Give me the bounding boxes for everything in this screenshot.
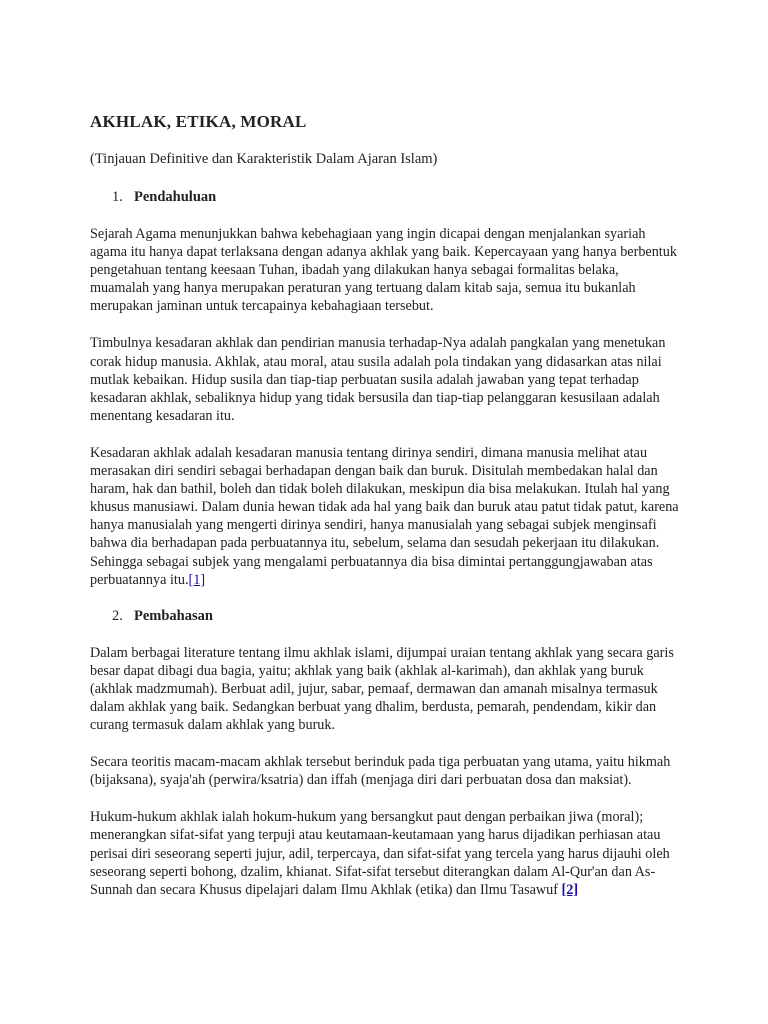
section-number: 1. — [112, 189, 123, 205]
paragraph-with-footnote — [90, 444, 680, 589]
section-title: Pendahuluan — [134, 189, 217, 205]
paragraph: Secara teoritis macam-macam akhlak tersebut berinduk pada tiga perbuatan yang utama, yaitu hikmah (bijaksana), syaja'ah (perwira/ksatria) dan iffah (menjaga diri dari perbuatan dosa dan maksiat). — [90, 754, 671, 789]
paragraph: Sejarah Agama menunjukkan bahwa kebehagiaan yang ingin dicapai dengan menjalankan syariah agama itu hanya dapat terlaksana dengan adanya akhlak yang baik. Kepercayaan yang hanya berbentuk pengetahuan tentang keesaan Tuhan, ibadah yang dilakukan hanya sebagai formalitas belaka, muamalah yang hanya merupakan peraturan yang tertuang dalam kitab saja, semua itu bukanlah merupakan jaminan untuk tercapainya kebahagiaan tersebut. — [90, 226, 677, 315]
paragraph: Dalam berbagai literature tentang ilmu akhlak islami, dijumpai uraian tentang akhlak yang secara garis besar dapat dibagi dua bagia, yaitu; akhlak yang baik (akhlak al-karimah), dan akhlak yang buruk (akhlak madzmumah). Berbuat adil, jujur, sabar, pemaaf, dermawan dan amanah misalnya termasuk dalam akhlak yang baik. Sedangkan berbuat yang dhalim, berdusta, pemarah, pendendam, kikir dan curang termasuk dalam akhlak yang buruk. — [90, 644, 674, 734]
section-title: Pembahasan — [134, 607, 213, 624]
paragraph: Timbulnya kesadaran akhlak dan pendirian manusia terhadap-Nya adalah pangkalan yang menetukan corak hidup manusia. Akhlak, atau moral, atau susila adalah pola tindakan yang didasarkan atas nilai mutlak kebaikan. Hidup susila dan tiap-tiap perbuatan susila adalah jawaban yang tepat terhadap kesadaran akhlak, sebaliknya hidup yang tidak bersusila dan tiap-tiap pelanggaran kesusilaan adalah menentang kesadaran itu. — [90, 335, 666, 424]
footnote-link-2[interactable]: [2] — [561, 881, 579, 898]
footnote-link-1[interactable]: [1] — [188, 571, 206, 588]
section-heading-pembahasan — [90, 608, 680, 625]
document-page — [90, 112, 680, 918]
paragraph-text: Hukum-hukum akhlak ialah hokum-hukum yang bersangkut paut dengan perbaikan jiwa (moral); menerangkan sifat-sifat yang terpuji atau keutamaan-keutamaan yang harus dijadikan perhiasan atau perisai diri seseorang seperti jujur, adil, terpercaya, dan sifat-sifat yang tercela yang harus dijauhi oleh seseorang seperti bohong, dzalim, khianat. Sifat-sifat tersebut diterangkan dalam Al-Qur'an dan As-Sunnah dan secara Khusus dipelajari dalam Ilmu Akhlak (etika) dan Ilmu Tasawuf — [90, 809, 670, 898]
document-subtitle: (Tinjauan Definitive dan Karakteristik Dalam Ajaran Islam) — [90, 151, 438, 167]
section-heading-pendahuluan — [90, 189, 680, 206]
document-title: AKHLAK, ETIKA, MORAL — [90, 112, 307, 131]
section-number: 2. — [112, 607, 123, 624]
paragraph-text: Kesadaran akhlak adalah kesadaran manusia tentang dirinya sendiri, dimana manusia melihat atau merasakan diri sendiri sebagai berhadapan dengan baik dan buruk. Disitulah membedakan halal dan haram, hak dan bathil, boleh dan tidak boleh dilakukan, meskipun dia bisa melakukan. Itulah hal yang khusus manusiawi. Dalam dunia hewan tidak ada hal yang baik dan buruk atau patut tidak patut, karena hanya manusialah yang mengerti dirinya sendiri, hanya manusialah yang sebagai subjek menginsafi bahwa dia berhadapan pada perbuatannya itu, sebelum, selama dan sesudah pekerjaan itu dilakukan. Sehingga sebagai subjek yang mengalami perbuatannya dia bisa dimintai pertanggungjawaban atas perbuatannya itu. — [90, 444, 679, 588]
paragraph-with-footnote — [90, 808, 680, 898]
